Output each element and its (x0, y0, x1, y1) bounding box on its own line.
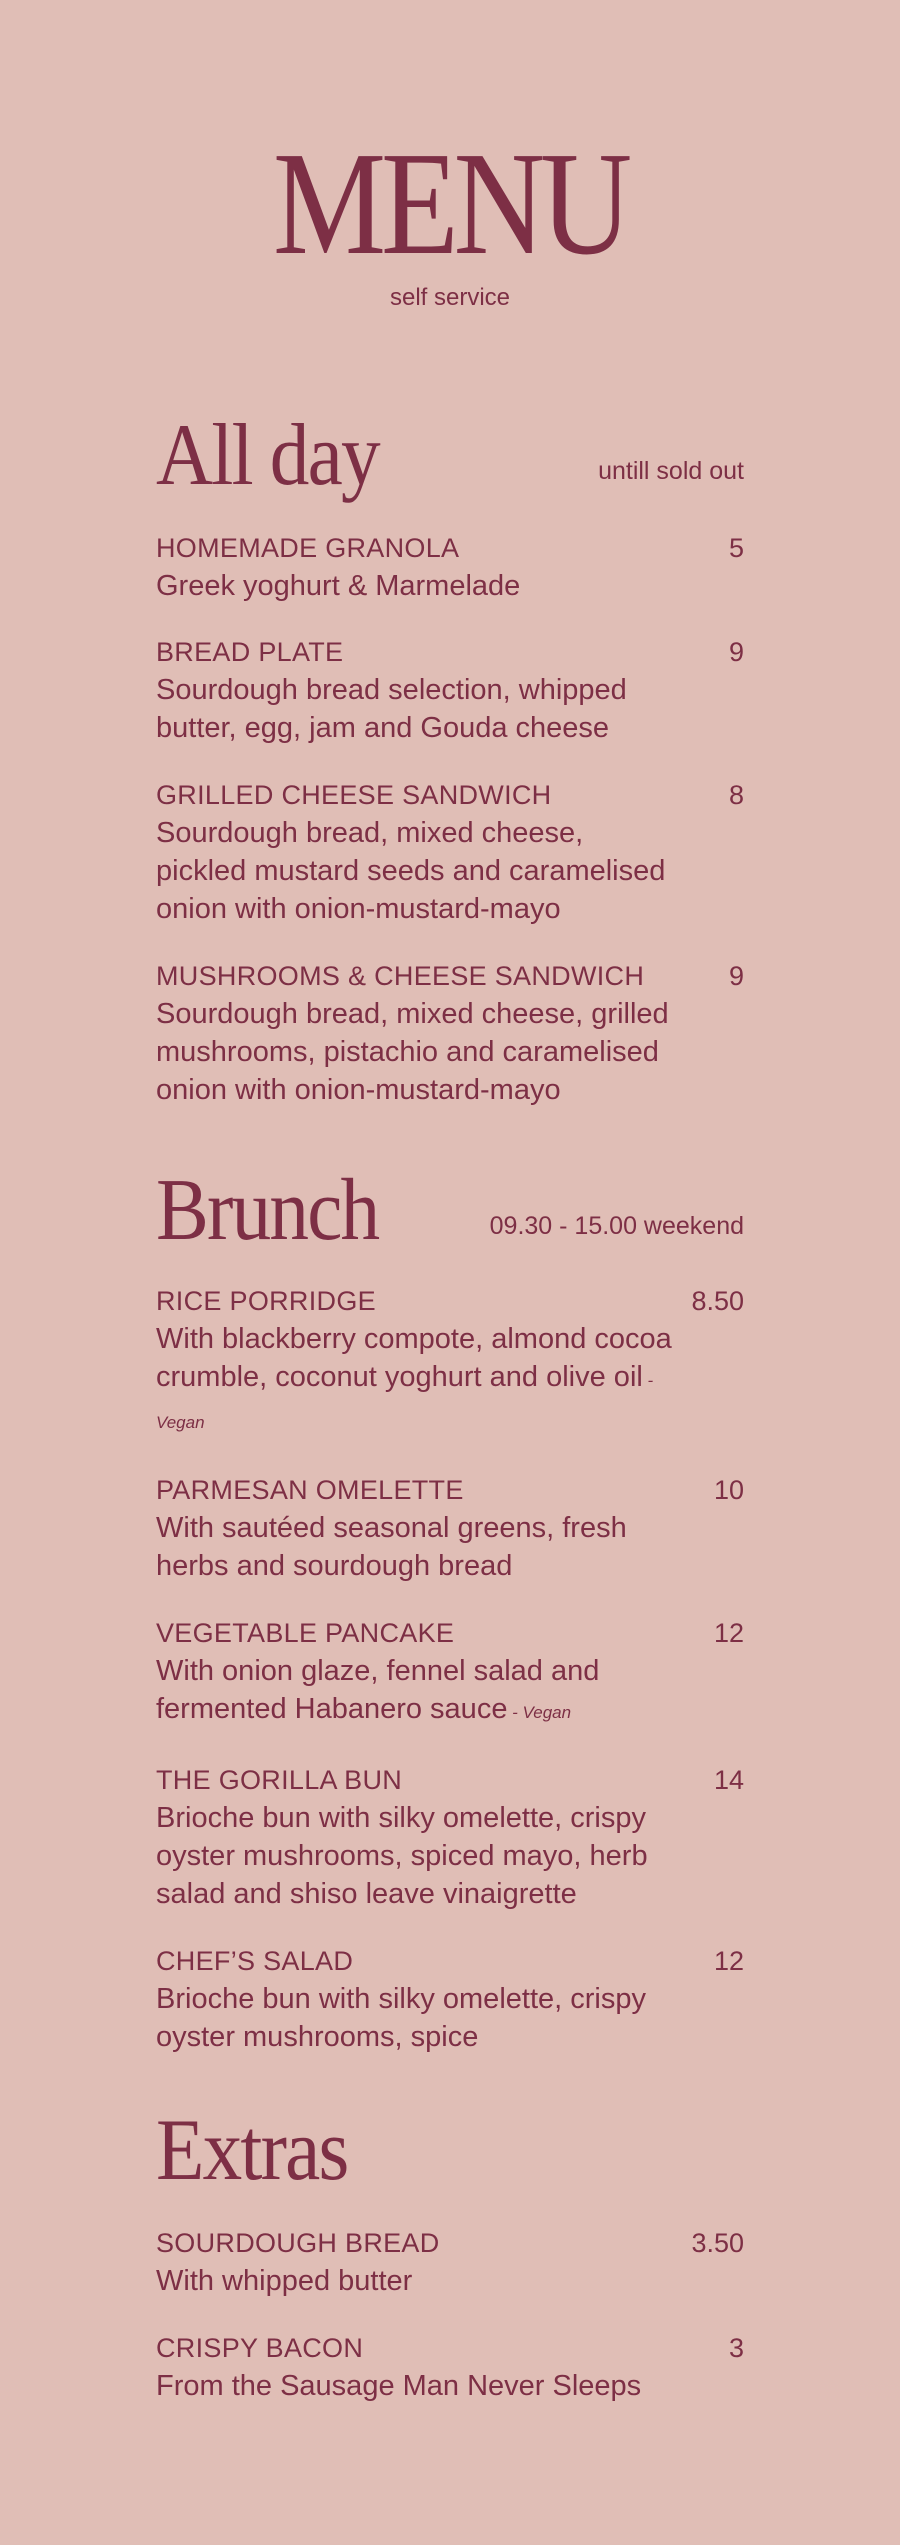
item-description: With sautéed seasonal greens, fresh herbs and sourdough bread (156, 1512, 627, 1582)
item-name: CRISPY BACON (156, 2333, 364, 2363)
item-price: 12 (713, 1946, 744, 1976)
item-price: 8.50 (691, 1286, 744, 1316)
menu-item (156, 1943, 744, 2056)
item-name: PARMESAN OMELETTE (156, 1475, 464, 1505)
menu-item (156, 1615, 744, 1732)
item-description: With whipped butter (156, 2265, 413, 2297)
section-title: Extras (156, 2102, 348, 2199)
item-list (156, 1283, 744, 2056)
vegan-tag: - Vegan (507, 1703, 572, 1722)
section-title: All day (156, 407, 379, 504)
item-name: CHEF’S SALAD (156, 1946, 354, 1976)
item-price: 5 (728, 533, 744, 563)
item-description: Sourdough bread, mixed cheese, pickled mustard seeds and caramelised onion with onion-mustard-mayo (156, 817, 666, 925)
menu-item (156, 634, 744, 747)
menu-item (156, 2330, 744, 2405)
item-price: 8 (728, 780, 744, 810)
section-note: untill sold out (598, 457, 744, 485)
menu-item (156, 1472, 744, 1585)
section-extras (156, 2085, 744, 2405)
item-list (156, 2225, 744, 2405)
section-header (156, 2085, 744, 2199)
menu-item (156, 777, 744, 928)
menu-item (156, 958, 744, 1109)
item-price: 12 (713, 1618, 744, 1648)
item-description: Sourdough bread selection, whipped butter, egg, jam and Gouda cheese (156, 674, 627, 744)
item-price: 10 (713, 1475, 744, 1505)
menu-item (156, 1283, 744, 1442)
item-name: THE GORILLA BUN (156, 1765, 403, 1795)
section-all-day (156, 390, 744, 1109)
item-description-text: With onion glaze, fennel salad and fermented Habanero sauce (156, 1655, 600, 1725)
menu-item (156, 530, 744, 605)
item-description: Sourdough bread, mixed cheese, grilled mushrooms, pistachio and caramelised onion with onion-mustard-mayo (156, 998, 669, 1106)
item-description: Brioche bun with silky omelette, crispy oyster mushrooms, spiced mayo, herb salad and shiso leave vinaigrette (156, 1802, 648, 1910)
item-price: 14 (713, 1765, 744, 1795)
item-name: VEGETABLE PANCAKE (156, 1618, 455, 1648)
section-header (156, 390, 744, 504)
item-price: 3.50 (691, 2228, 744, 2258)
section-brunch (156, 1145, 744, 2056)
item-description (156, 1320, 674, 1442)
item-name: SOURDOUGH BREAD (156, 2228, 440, 2258)
item-list (156, 530, 744, 1109)
item-price: 9 (728, 961, 744, 991)
item-name: RICE PORRIDGE (156, 1286, 376, 1316)
item-name: GRILLED CHEESE SANDWICH (156, 780, 552, 810)
item-price: 9 (728, 637, 744, 667)
item-name: MUSHROOMS & CHEESE SANDWICH (156, 961, 645, 991)
item-description (156, 1652, 674, 1732)
item-name: HOMEMADE GRANOLA (156, 533, 460, 563)
menu-item (156, 1762, 744, 1913)
item-description: Brioche bun with silky omelette, crispy oyster mushrooms, spice (156, 1983, 646, 2053)
menu-item (156, 2225, 744, 2300)
item-description: Greek yoghurt & Marmelade (156, 570, 521, 602)
item-description: From the Sausage Man Never Sleeps (156, 2370, 642, 2402)
menu-title: MENU (272, 122, 628, 286)
section-note: 09.30 - 15.00 weekend (489, 1212, 744, 1240)
item-price: 3 (728, 2333, 744, 2363)
item-description-text: With blackberry compote, almond cocoa crumble, coconut yoghurt and olive oil (156, 1323, 672, 1393)
item-name: BREAD PLATE (156, 637, 344, 667)
section-title: Brunch (156, 1162, 379, 1259)
section-header (156, 1145, 744, 1259)
menu-subtitle: self service (389, 284, 511, 311)
vegan-tag: - Vegan (156, 1371, 654, 1432)
